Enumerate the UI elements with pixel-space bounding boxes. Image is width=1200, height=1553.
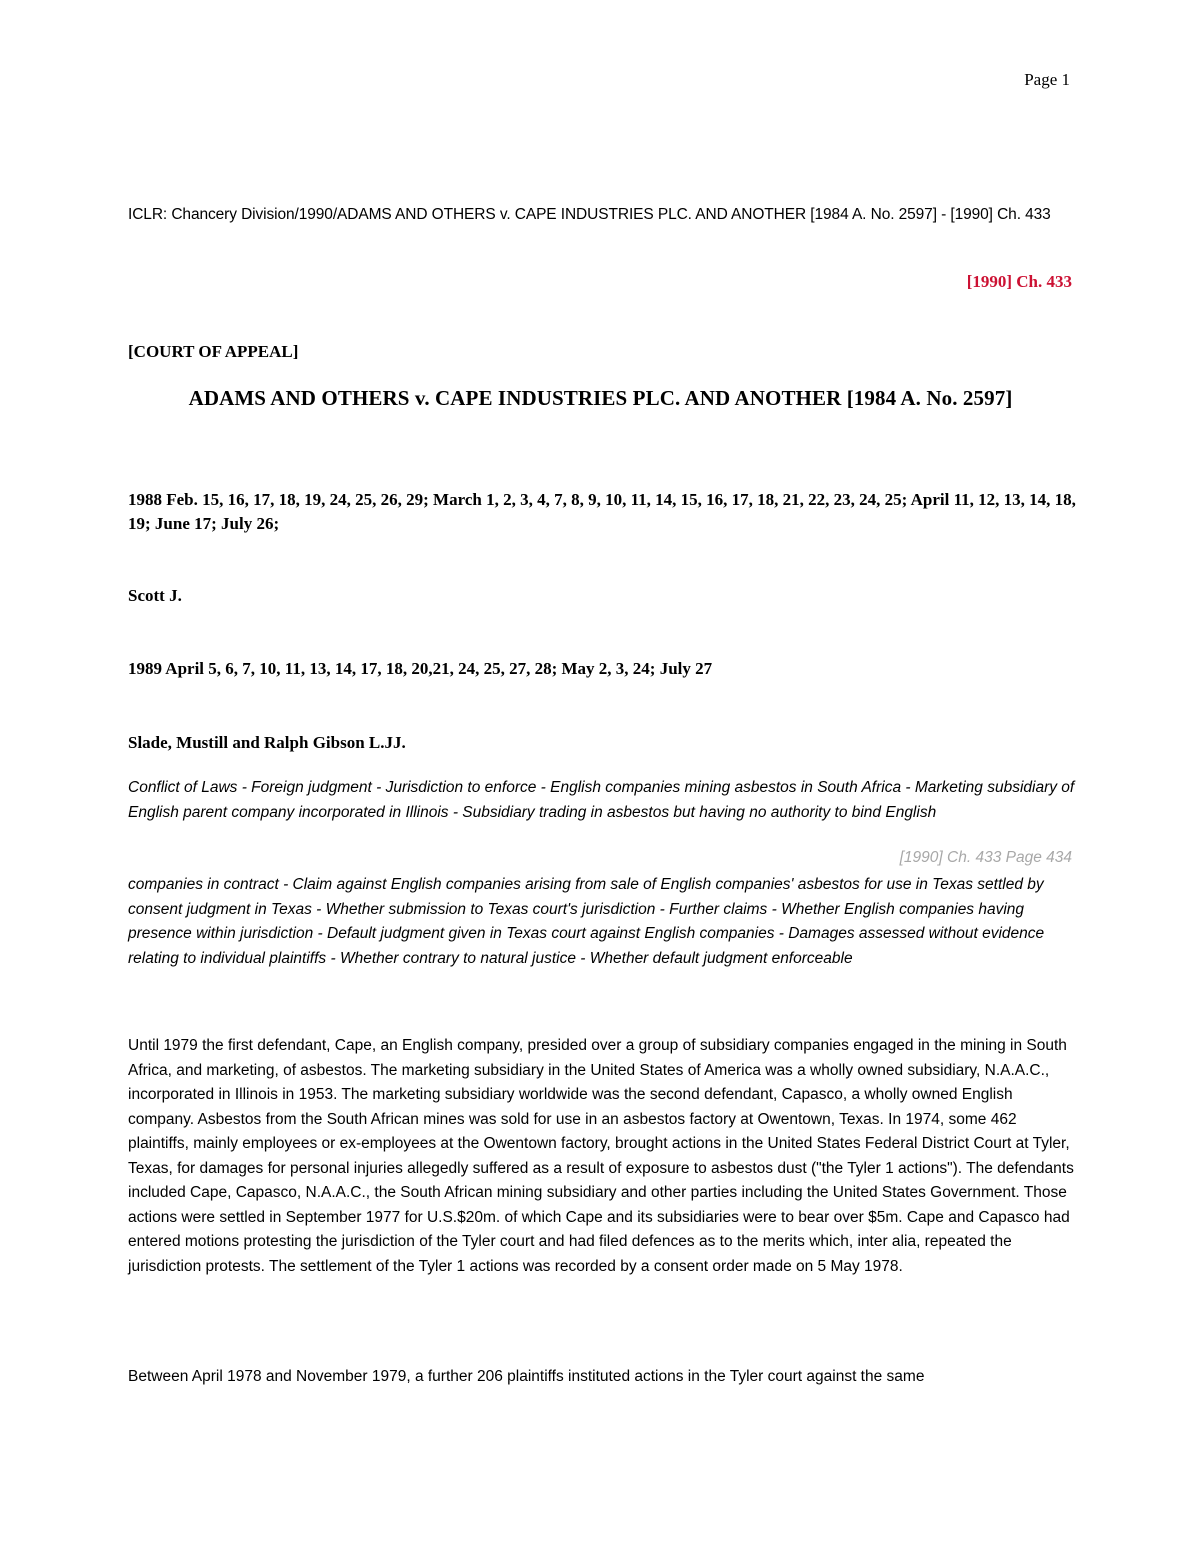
catchwords-part1: Conflict of Laws - Foreign judgment - Jurisdiction to enforce - English companies mining asbestos in South Africa - Marketing subsidiary of English parent company incorporated in Illinois - Subsidiary trading in asbestos but having no authority to bind English: [128, 779, 1075, 821]
case-title: ADAMS AND OTHERS v. CAPE INDUSTRIES PLC. AND ANOTHER [1984 A. No. 2597]: [188, 386, 1013, 410]
catchwords-part2: companies in contract - Claim against English companies arising from sale of English companies' asbestos for use in Texas settled by consent judgment in Texas - Whether submission to Texas court's jurisdiction - Further claims - Whether English companies having presence within jurisdiction - Default judgment given in Texas court against English companies - Damages assessed without evidence relating to individual plaintiffs - Whether contrary to natural justice - Whether default judgment enforceable: [128, 876, 1045, 967]
headnote-paragraph: Between April 1978 and November 1979, a further 206 plaintiffs instituted actions in the Tyler court against the same: [128, 1368, 925, 1385]
court-name: [COURT OF APPEAL]: [128, 342, 299, 361]
page-number: Page 1: [1024, 70, 1070, 89]
first-instance-judge: Scott J.: [128, 586, 182, 605]
headnote-paragraph: Until 1979 the first defendant, Cape, an English company, presided over a group of subsidiary companies engaged in the mining in South Africa, and marketing, of asbestos. The marketing subsidiary in the United States of America was a wholly owned subsidiary, N.A.A.C., incorporated in Illinois in 1953. The marketing subsidiary worldwide was the second defendant, Capasco, a wholly owned English company. Asbestos from the South African mines was sold for use in an asbestos factory at Owentown, Texas. In 1974, some 462 plaintiffs, mainly employees or ex-employees at the Owentown factory, brought actions in the United States Federal District Court at Tyler, Texas, for damages for personal injuries allegedly suffered as a result of exposure to asbestos dust ("the Tyler 1 actions"). The defendants included Cape, Capasco, N.A.A.C., the South African mining subsidiary and other parties including the United States Government. Those actions were settled in September 1977 for U.S.$20m. of which Cape and its subsidiaries were to bear over $5m. Cape and Capasco had entered motions protesting the jurisdiction of the Tyler court and had filed defences as to the merits which, inter alia, repeated the jurisdiction protests. The settlement of the Tyler 1 actions was recorded by a consent order made on 5 May 1978.: [128, 1037, 1074, 1275]
appeal-judges: Slade, Mustill and Ralph Gibson L.JJ.: [128, 733, 406, 752]
appeal-dates: 1989 April 5, 6, 7, 10, 11, 13, 14, 17, 18, 20,21, 24, 25, 27, 28; May 2, 3, 24; July 27: [128, 659, 713, 678]
page-marker: [1990] Ch. 433 Page 434: [899, 849, 1072, 866]
citation: [1990] Ch. 433: [966, 272, 1072, 291]
first-instance-dates: 1988 Feb. 15, 16, 17, 18, 19, 24, 25, 26, 29; March 1, 2, 3, 4, 7, 8, 9, 10, 11, 14, 15, 16, 17, 18, 21, 22, 23, 24, 25; April 11, 12, 13, 14, 18, 19; June 17; July 26;: [128, 490, 1076, 533]
iclr-reference: ICLR: Chancery Division/1990/ADAMS AND OTHERS v. CAPE INDUSTRIES PLC. AND ANOTHER [1984 A. No. 2597] - [1990] Ch. 433: [128, 206, 1051, 223]
